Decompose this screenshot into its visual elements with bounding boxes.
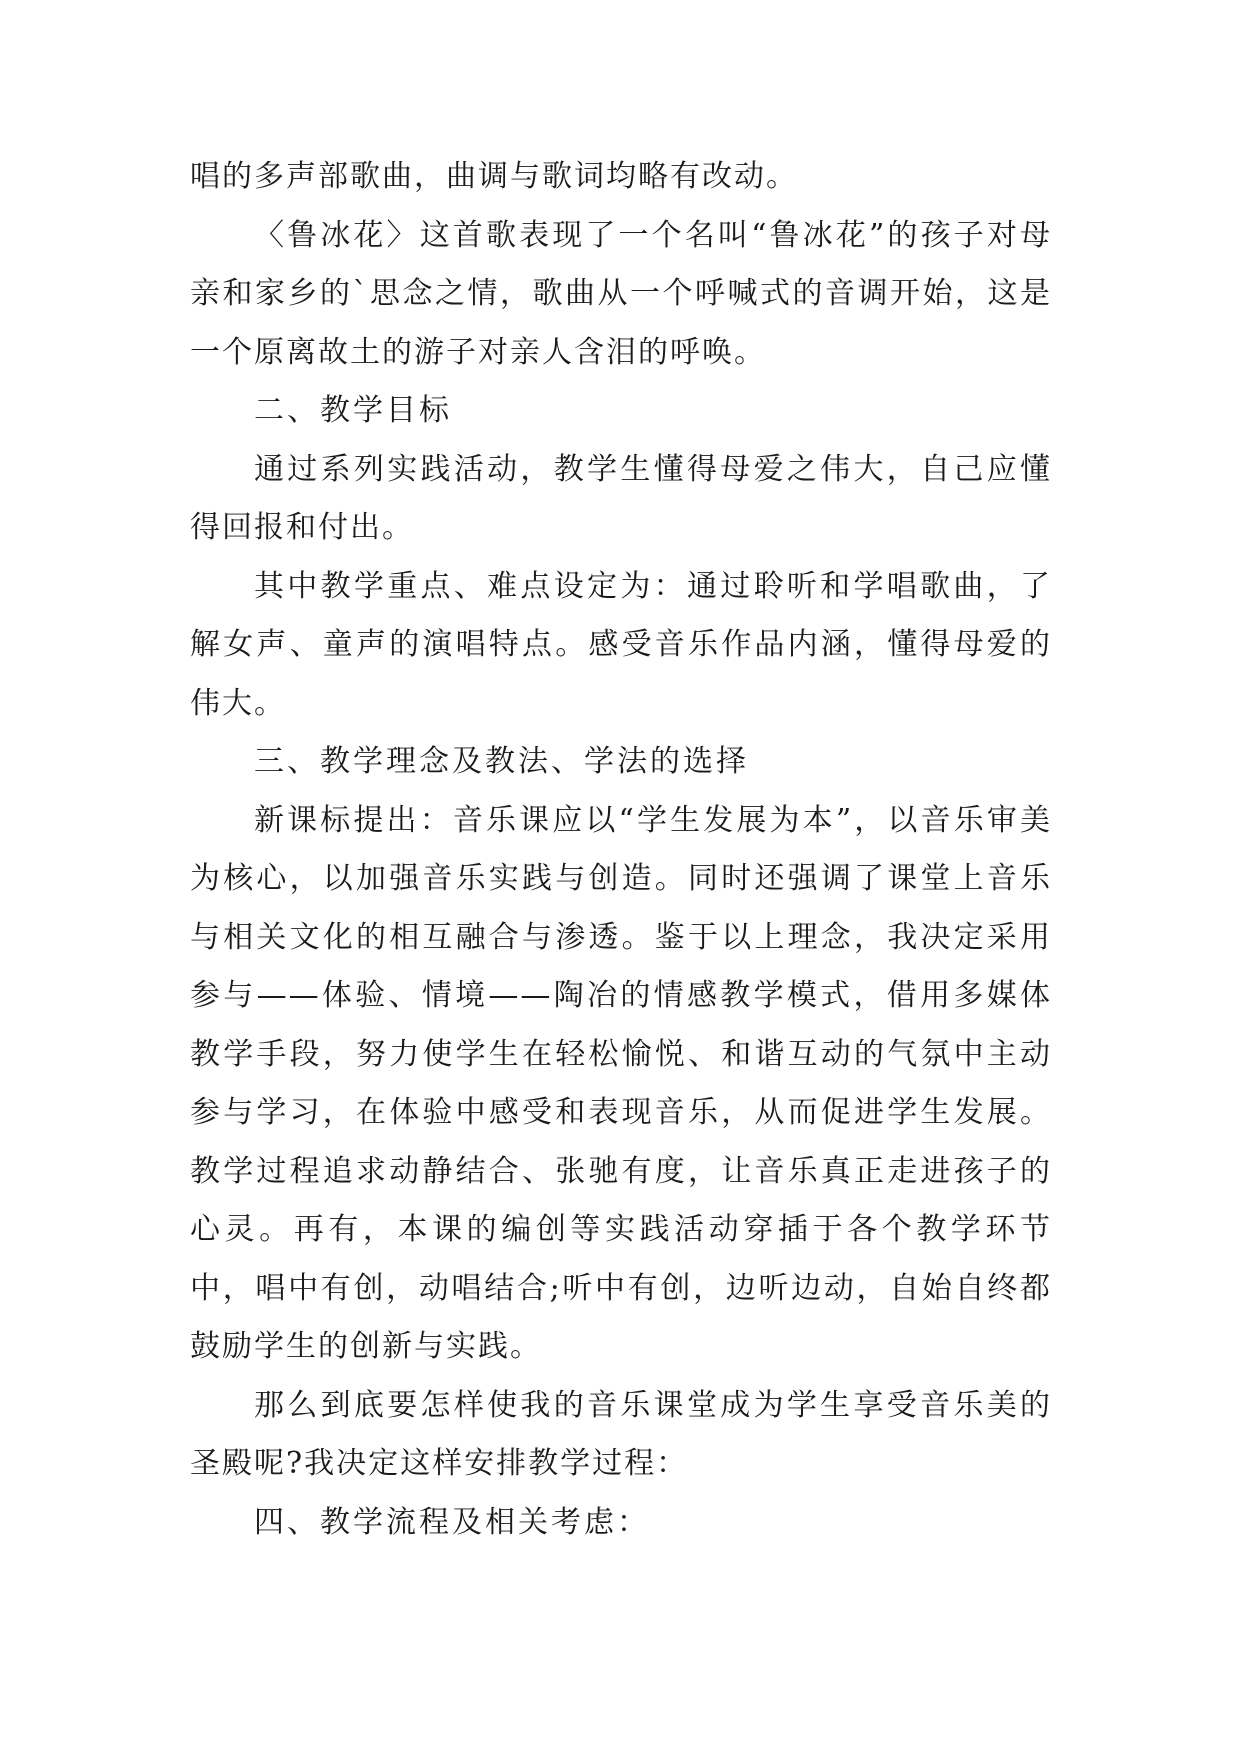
heading-teaching-process: 四、教学流程及相关考虑： — [254, 1504, 650, 1540]
paragraph-intro-continuation: 唱的多声部歌曲，曲调与歌词均略有改动。 — [190, 159, 798, 194]
paragraph-key-points: 其中教学重点、难点设定为：通过聆听和学唱歌曲，了解女声、童声的演唱特点。感受音乐作品内涵，懂得母爱的伟大。 — [190, 568, 1052, 721]
heading-teaching-philosophy: 三、教学理念及教法、学法的选择 — [254, 744, 749, 779]
heading-teaching-goals: 二、教学目标 — [254, 393, 452, 428]
paragraph-transition: 那么到底要怎样使我的音乐课堂成为学生享受音乐美的圣殿呢?我决定这样安排教学过程： — [190, 1387, 1052, 1481]
document-body — [190, 148, 1052, 1552]
paragraph-teaching-philosophy: 新课标提出：音乐课应以“学生发展为本”，以音乐审美为核心，以加强音乐实践与创造。同时还强调了课堂上音乐与相关文化的相互融合与渗透。鉴于以上理念，我决定采用参与——体验、情境——陶冶的情感教学模式，借用多媒体教学手段，努力使学生在轻松愉悦、和谐互动的气氛中主动参与学习，在体验中感受和表现音乐，从而促进学生发展。教学过程追求动静结合、张驰有度，让音乐真正走进孩子的心灵。再有，本课的编创等实践活动穿插于各个教学环节中，唱中有创，动唱结合;听中有创，边听边动，自始自终都鼓励学生的创新与实践。 — [190, 802, 1052, 1364]
paragraph-teaching-goals: 通过系列实践活动，教学生懂得母爱之伟大，自己应懂得回报和付出。 — [190, 451, 1052, 545]
paragraph-song-description: 〈鲁冰花〉这首歌表现了一个名叫“鲁冰花”的孩子对母亲和家乡的`思念之情，歌曲从一个呼喊式的音调开始，这是一个原离故土的游子对亲人含泪的呼唤。 — [190, 217, 1052, 370]
